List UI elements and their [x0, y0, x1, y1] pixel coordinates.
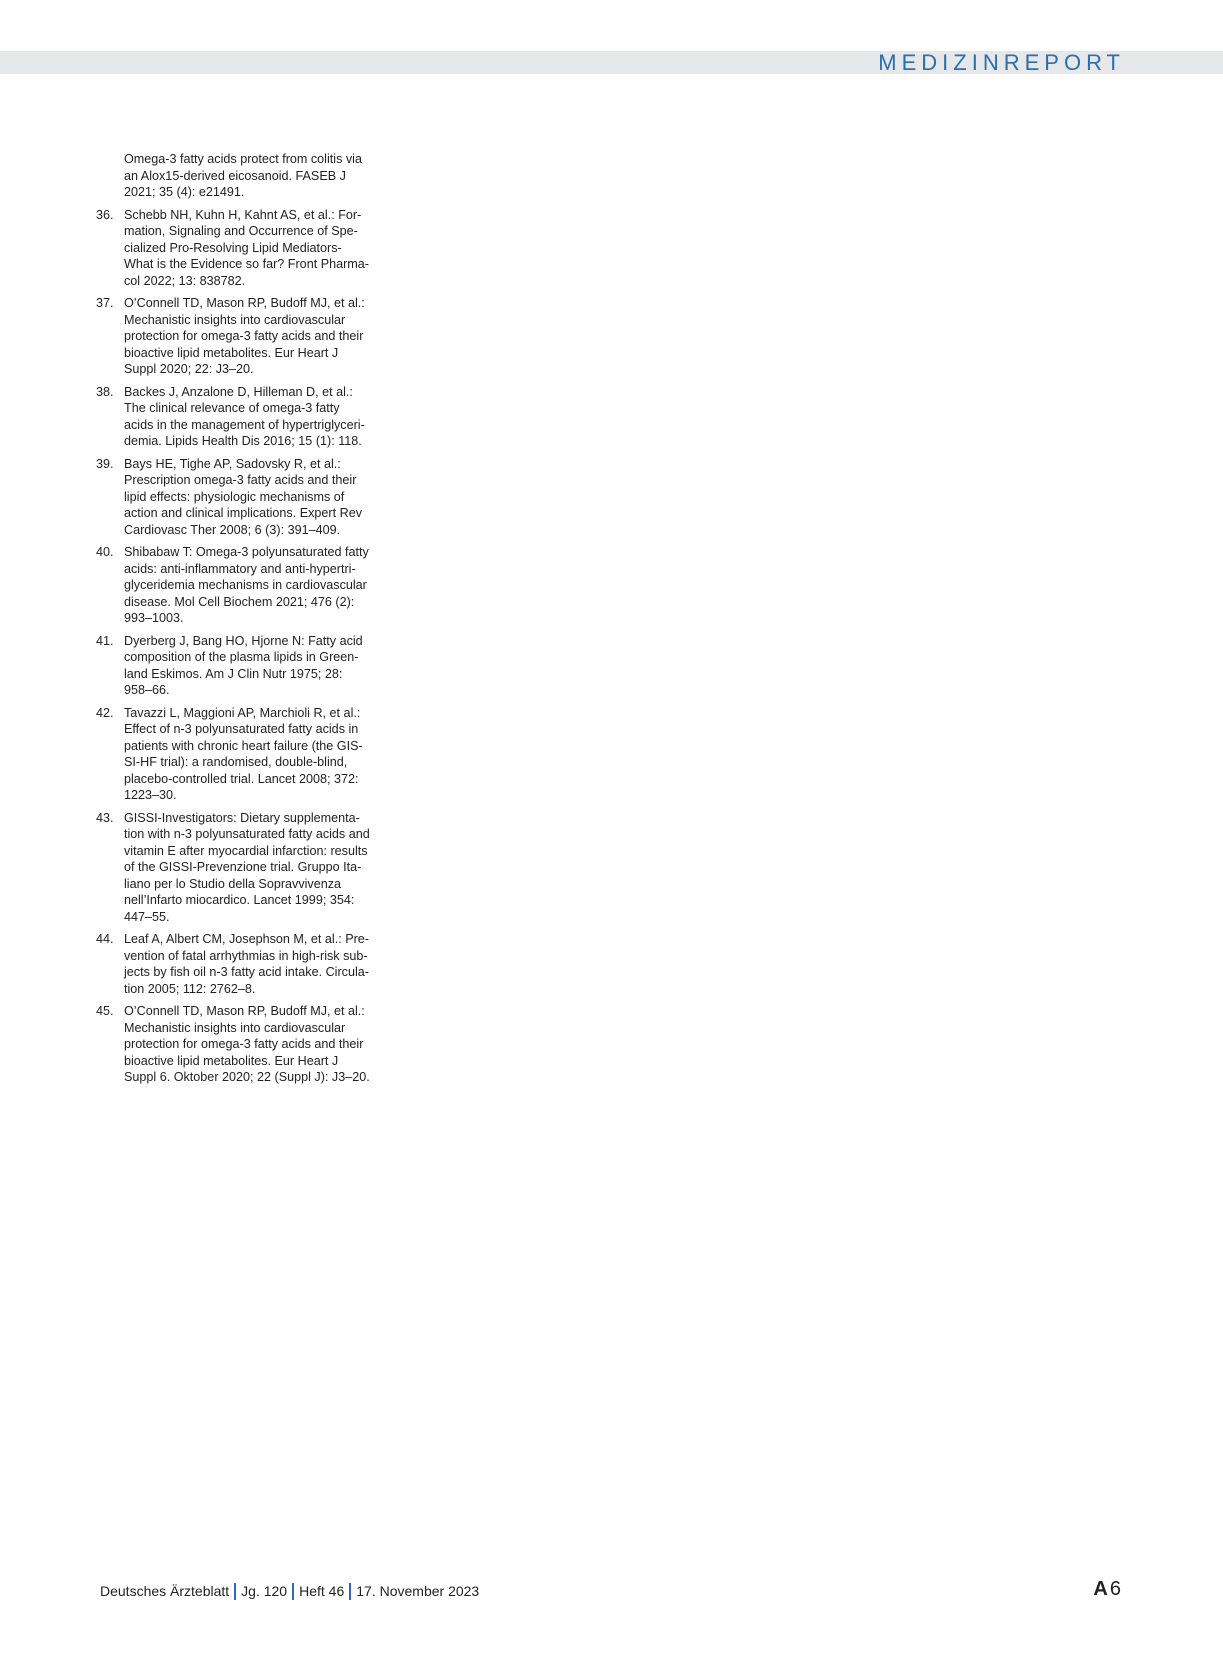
footer-journal: Deutsches Ärzteblatt	[100, 1583, 230, 1599]
reference-number: 43.	[96, 810, 114, 825]
reference-text: Shibabaw T: Omega-3 polyunsaturated fatty acids: anti-inflammatory and anti-hypertri- glyceridemia mechanisms in cardiovascular disease. Mol Cell Biochem 2021; 476 (2): 993–1003.	[124, 545, 369, 625]
reference-number: 38.	[96, 384, 114, 399]
reference-text: Tavazzi L, Maggioni AP, Marchioli R, et al.: Effect of n-3 polyunsaturated fatty acids in patients with chronic heart failure (the GIS- SI-HF trial): a randomised, double-blind, placebo-controlled trial. Lancet 2008; 372: 1223–30.	[124, 705, 363, 802]
reference-item	[96, 633, 376, 699]
reference-item	[96, 384, 376, 450]
reference-text: Dyerberg J, Bang HO, Hjorne N: Fatty acid composition of the plasma lipids in Green- land Eskimos. Am J Clin Nutr 1975; 28: 958–66.	[124, 633, 363, 697]
reference-item	[96, 931, 376, 997]
footer-issue: Heft 46	[299, 1583, 345, 1599]
reference-item	[96, 295, 376, 378]
footer-separator	[292, 1583, 294, 1600]
reference-item	[96, 705, 376, 804]
reference-text: O’Connell TD, Mason RP, Budoff MJ, et al.: Mechanistic insights into cardiovascular protection for omega-3 fatty acids and their bioactive lipid metabolites. Eur Heart J Suppl 6. Oktober 2020; 22 (Suppl J): J3–20.	[124, 1004, 370, 1084]
page-prefix: A	[1093, 1578, 1108, 1600]
page-number-value: 6	[1109, 1578, 1121, 1600]
reference-list	[96, 151, 376, 1092]
reference-item	[96, 544, 376, 627]
reference-number: 37.	[96, 296, 114, 310]
reference-item	[96, 456, 376, 539]
reference-text: GISSI-Investigators: Dietary supplementa- tion with n-3 polyunsaturated fatty acids and vitamin E after myocardial infarction: results of the GISSI-Prevenzione trial. Gruppo Ita- liano per lo Studio della Sopravvivenza nell’Infarto miocardico. Lancet 1999; 354: 447–55.	[124, 810, 370, 924]
reference-number	[96, 151, 124, 201]
reference-item	[96, 1003, 376, 1086]
reference-text: Schebb NH, Kuhn H, Kahnt AS, et al.: For- mation, Signaling and Occurrence of Spe- cialized Pro-Resolving Lipid Mediators- What is the Evidence so far? Front Pharma- col 2022; 13: 838782.	[124, 207, 369, 288]
reference-item	[96, 207, 376, 290]
section-label: MEDIZINREPORT	[878, 50, 1125, 75]
reference-item	[96, 810, 376, 926]
reference-text: Backes J, Anzalone D, Hilleman D, et al.: The clinical relevance of omega-3 fatty acids in the management of hypertriglyceri- demia. Lipids Health Dis 2016; 15 (1): 118.	[124, 384, 365, 448]
reference-text: Bays HE, Tighe AP, Sadovsky R, et al.: Prescription omega-3 fatty acids and their lipid effects: physiologic mechanisms of action and clinical implications. Expert Rev Cardiovasc Ther 2008; 6 (3): 391–409.	[124, 456, 362, 537]
footer-volume: Jg. 120	[241, 1583, 288, 1599]
reference-number: 44.	[96, 932, 114, 946]
reference-text: Omega-3 fatty acids protect from colitis via an Alox15-derived eicosanoid. FASEB J 2021; 35 (4): e21491.	[124, 152, 362, 199]
page-footer	[100, 1581, 479, 1601]
reference-item	[96, 151, 376, 201]
reference-number: 42.	[96, 705, 114, 720]
reference-number: 40.	[96, 545, 114, 559]
page-number	[1093, 1576, 1121, 1602]
reference-text: Leaf A, Albert CM, Josephson M, et al.: Pre- vention of fatal arrhythmias in high-risk sub- jects by fish oil n-3 fatty acid intake. Circula- tion 2005; 112: 2762–8.	[124, 932, 369, 996]
reference-number: 39.	[96, 456, 114, 471]
reference-number: 36.	[96, 207, 114, 222]
footer-separator	[234, 1583, 236, 1600]
reference-text: O’Connell TD, Mason RP, Budoff MJ, et al.: Mechanistic insights into cardiovascular protection for omega-3 fatty acids and their bioactive lipid metabolites. Eur Heart J Suppl 2020; 22: J3–20.	[124, 296, 365, 376]
reference-number: 41.	[96, 633, 114, 648]
footer-date: 17. November 2023	[356, 1583, 480, 1599]
footer-separator	[349, 1583, 351, 1600]
reference-number: 45.	[96, 1004, 114, 1018]
